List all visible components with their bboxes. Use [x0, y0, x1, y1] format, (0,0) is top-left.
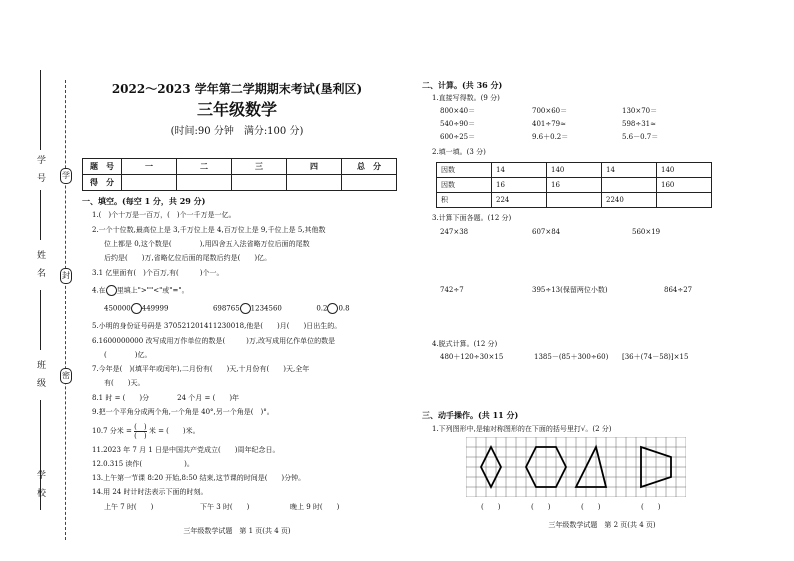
footer-right: 三年级数学试题 第 2 页(共 4 页) — [548, 521, 656, 529]
q14-item: 下午 3 时( ) — [200, 503, 250, 511]
score-header-cell: 三 — [232, 159, 287, 175]
factor-cell: 14 — [602, 163, 657, 178]
mental-item: 598÷31≈ — [622, 120, 656, 128]
q10-numerator: ( ) — [134, 423, 147, 431]
score-cell[interactable] — [122, 175, 177, 191]
seal-line — [65, 80, 66, 540]
q7-line1: 7.今年是( )(填平年或闰年),二月份有( )天,十月份有( )天,全年 — [92, 365, 310, 373]
calc-item: 560×19 — [632, 228, 661, 236]
calc-item: 247×38 — [440, 228, 469, 236]
mental-item: 600÷25＝ — [440, 133, 476, 141]
q4-num: 0.2 — [316, 304, 328, 313]
compare-circle[interactable] — [327, 303, 338, 314]
score-row-label: 得 分 — [83, 175, 122, 191]
calc-item: 864÷27 — [664, 286, 693, 294]
time-info: (时间:90 分钟 满分:100 分) — [170, 126, 304, 137]
q14: 14.用 24 时计时法表示下面的时刻。 — [92, 488, 208, 496]
q6-line2: ( )亿。 — [104, 351, 152, 359]
mixed-item: 1385－(85＋300÷60) — [534, 353, 609, 361]
q2-line2: 位上都是 0,这个数是( ),用四舍五入法省略万位后面的尾数 — [104, 240, 310, 248]
q14-item: 晚上 9 时( ) — [290, 503, 340, 511]
mixed-item: 480＋120÷30×15 — [440, 353, 504, 361]
factor-cell[interactable] — [602, 178, 657, 193]
calc-item: 742÷7 — [440, 286, 464, 294]
factor-cell: 160 — [657, 178, 712, 193]
mental-item: 401÷79≈ — [532, 120, 566, 128]
q8: 8.1 时 = ( )分 24 个月 = ( )年 — [92, 394, 240, 402]
q7-line2: 有( )天。 — [104, 379, 145, 387]
mental-item: 540÷90＝ — [440, 120, 476, 128]
p2-title: 2.填一填。(3 分) — [432, 148, 486, 156]
factor-cell: 140 — [547, 163, 602, 178]
factor-cell: 2240 — [602, 193, 657, 208]
section2-title: 二、计算。(共 36 分) — [422, 80, 503, 90]
margin-school-label: 学 校 — [35, 470, 45, 497]
mental-item: 5.6－0.7＝ — [622, 133, 659, 141]
subject-title: 三年级数学 — [196, 100, 277, 119]
q10-prefix: 10.7 分米 = — [92, 427, 135, 435]
q4-num: 1234560 — [250, 304, 282, 313]
margin-student-id-label: 学 号 — [35, 155, 45, 182]
p1-title: 1.直接写得数。(9 分) — [432, 94, 500, 102]
answer-slot[interactable]: ( ) — [581, 503, 601, 511]
score-table — [82, 158, 397, 191]
factor-cell: 16 — [547, 178, 602, 193]
factor-cell: 140 — [657, 163, 712, 178]
symmetry-grid — [466, 437, 686, 497]
q4 — [92, 285, 189, 296]
mental-item: 130×70＝ — [622, 107, 658, 115]
q1: 1.( )个十万是一百万，( )个一千万是一亿。 — [92, 211, 236, 219]
mental-item: 700×60＝ — [532, 107, 568, 115]
section1-title: 一、填空。(每空 1 分，共 29 分) — [82, 196, 206, 206]
mixed-item: [36＋(74－58)]×15 — [622, 353, 689, 361]
q4-prefix: 4.在 — [92, 286, 106, 295]
section3-title: 三、动手操作。(共 11 分) — [422, 410, 519, 420]
score-cell[interactable] — [342, 175, 397, 191]
margin-name-label: 姓 名 — [35, 250, 45, 277]
q4-suffix: 里填上">""<"或"="。 — [116, 286, 189, 295]
q4-items — [104, 303, 350, 314]
q3: 3.1 亿里面有( )个百万,有( )个一。 — [92, 269, 224, 277]
seal-oval-1: 学 — [60, 168, 72, 184]
exam-title: 2022～2023 学年第二学期期末考试(垦利区) — [111, 82, 363, 96]
score-cell[interactable] — [287, 175, 342, 191]
margin-class-label: 班 级 — [35, 360, 45, 387]
footer-left: 三年级数学试题 第 1 页(共 4 页) — [183, 527, 291, 535]
q12: 12.0.315 读作( )。 — [92, 460, 194, 468]
factor-cell: 因数 — [437, 178, 492, 193]
compare-circle[interactable] — [106, 285, 117, 296]
seal-oval-3: 密 — [60, 368, 72, 384]
p4-title: 4.脱式计算。(12 分) — [432, 340, 498, 348]
score-header-cell: 二 — [177, 159, 232, 175]
q5: 5.小明的身份证号码是 370521201411230018,他是( )月( )日出生的。 — [92, 322, 342, 330]
q4-num: 698765 — [212, 304, 240, 313]
q2-line1: 2.一个十位数,最高位上是 3,千万位上是 4,百万位上是 9,千位上是 5,其他数 — [92, 226, 326, 234]
answer-slot[interactable]: ( ) — [481, 503, 501, 511]
q2-line3: 后约是( )万,省略亿位后面的尾数后约是( )亿。 — [104, 254, 272, 262]
q4-num: 450000 — [104, 304, 131, 313]
factor-cell: 14 — [492, 163, 547, 178]
q10 — [92, 423, 200, 440]
mental-item: 800×40＝ — [440, 107, 476, 115]
calc-item: 395÷13(保留两位小数) — [532, 286, 608, 294]
score-header-cell: 总 分 — [342, 159, 397, 175]
q10-denominator: ( ) — [134, 432, 147, 440]
compare-circle[interactable] — [131, 303, 142, 314]
compare-circle[interactable] — [240, 303, 251, 314]
p3-title: 3.计算下面各题。(12 分) — [432, 214, 512, 222]
q10-suffix: 米 = ( )米。 — [148, 427, 200, 435]
score-cell[interactable] — [177, 175, 232, 191]
s3-q1: 1.下列图形中,是轴对称图形的在下面的括号里打√。(2 分) — [432, 425, 612, 433]
q4-num: 449999 — [141, 304, 169, 313]
score-header-cell: 题 号 — [83, 159, 122, 175]
q6-line1: 6.1600000000 改写成用万作单位的数是( )万,改写成用亿作单位的数是 — [92, 337, 336, 345]
factor-table — [436, 162, 712, 208]
factor-cell: 224 — [492, 193, 547, 208]
answer-slot[interactable]: ( ) — [641, 503, 661, 511]
mental-item: 9.6＋0.2＝ — [532, 133, 569, 141]
q4-num: 0.8 — [338, 304, 350, 313]
q11: 11.2023 年 7 月 1 日是中国共产党成立( )周年纪念日。 — [92, 446, 280, 454]
seal-oval-2: 封 — [60, 268, 72, 284]
score-header-cell: 一 — [122, 159, 177, 175]
calc-item: 607×84 — [532, 228, 561, 236]
q13: 13.上午第一节课 8:20 开始,8:50 结束,这节课的时间是( )分钟。 — [92, 474, 306, 482]
q14-item: 上午 7 时( ) — [104, 503, 154, 511]
score-cell[interactable] — [232, 175, 287, 191]
factor-cell[interactable] — [547, 193, 602, 208]
q9: 9.把一个平角分成两个角,一个角是 40°,另一个角是( )°。 — [92, 408, 274, 416]
answer-slot[interactable]: ( ) — [531, 503, 551, 511]
score-header-cell: 四 — [287, 159, 342, 175]
factor-cell: 因数 — [437, 163, 492, 178]
factor-cell: 16 — [492, 178, 547, 193]
factor-cell: 积 — [437, 193, 492, 208]
factor-cell[interactable] — [657, 193, 712, 208]
